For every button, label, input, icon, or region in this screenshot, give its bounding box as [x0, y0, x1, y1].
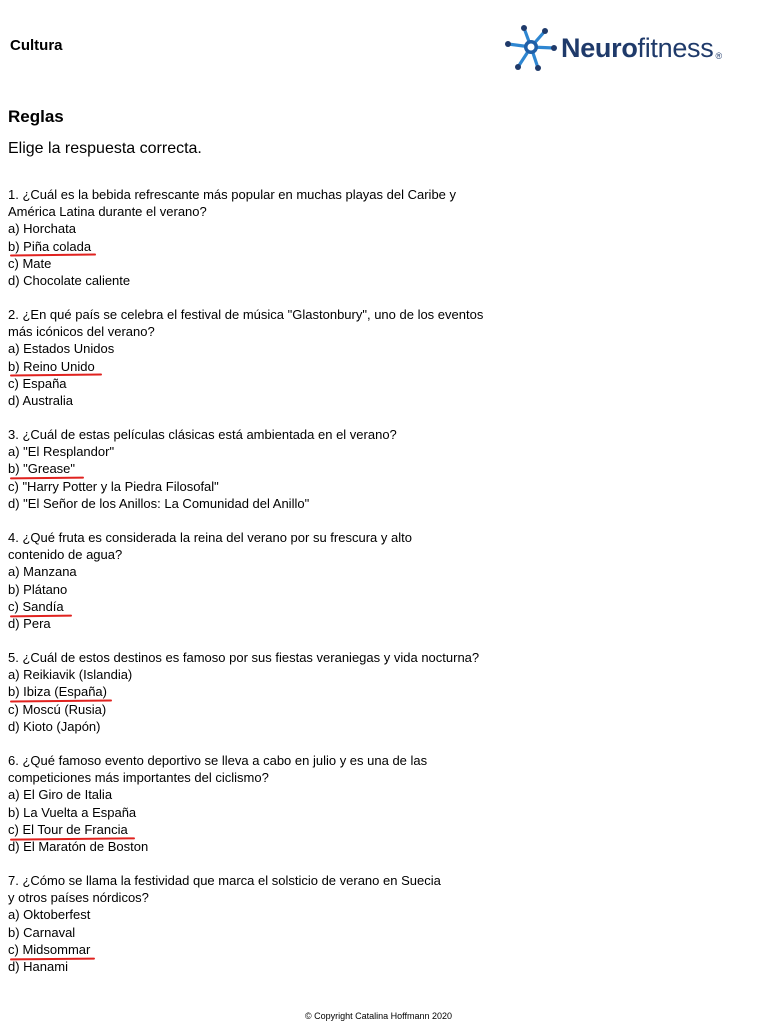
option-c: c) Moscú (Rusia) [8, 701, 107, 717]
option-b-marked: b) "Grease" [8, 460, 508, 477]
instruction-text: Elige la respuesta correcta. [8, 140, 202, 157]
option-d: d) Chocolate caliente [8, 273, 131, 289]
option-a: a) Horchata [8, 221, 76, 237]
question-text-line: y otros países nórdicos? [8, 890, 149, 906]
option-d: d) "El Señor de los Anillos: La Comunidad del Anillo" [8, 495, 310, 511]
option-c: c) España [8, 375, 67, 391]
option-c-marked: c) Sandía [8, 598, 508, 615]
question-text-line: América Latina durante el verano? [8, 204, 207, 220]
option-b: b) Carnaval [8, 924, 76, 940]
question-text-line: más icónicos del verano? [8, 324, 155, 340]
logo-wordmark: Neurofitness ® [561, 33, 722, 63]
question-text-line: competiciones más importantes del ciclismo? [8, 770, 269, 786]
copyright-footer: © Copyright Catalina Hoffmann 2020 [304, 1011, 453, 1021]
question-2 [8, 306, 508, 409]
question-text-line: 3. ¿Cuál de estas películas clásicas está ambientada en el verano? [8, 427, 397, 442]
option-a: a) Reikiavik (Islandia) [8, 667, 133, 683]
option-b-marked: b) Piña colada [8, 238, 508, 255]
option-a: a) Manzana [8, 564, 77, 580]
option-d: d) Australia [8, 393, 74, 409]
option-a: a) Estados Unidos [8, 341, 115, 357]
question-5 [8, 649, 508, 735]
question-6 [8, 752, 508, 855]
question-1 [8, 186, 508, 289]
option-a: a) Oktoberfest [8, 907, 91, 923]
option-c-marked: c) Midsommar [8, 941, 508, 958]
option-b-marked: b) Reino Unido [8, 358, 508, 375]
option-d: d) Hanami [8, 959, 68, 975]
rules-title: Reglas [8, 107, 64, 126]
option-d: d) Kioto (Japón) [8, 718, 101, 734]
question-text-line: 4. ¿Qué fruta es considerada la reina del verano por su frescura y alto [8, 530, 412, 545]
question-3 [8, 426, 508, 512]
option-d: d) Pera [8, 616, 51, 632]
category-label: Cultura [10, 37, 63, 54]
option-c-marked: c) El Tour de Francia [8, 821, 508, 838]
option-a: a) El Giro de Italia [8, 787, 113, 803]
question-text-line: contenido de agua? [8, 547, 123, 563]
option-c: c) "Harry Potter y la Piedra Filosofal" [8, 478, 219, 494]
option-d: d) El Maratón de Boston [8, 839, 149, 855]
neuron-icon [505, 24, 557, 72]
question-4 [8, 529, 508, 632]
option-a: a) "El Resplandor" [8, 444, 115, 460]
question-7 [8, 872, 508, 975]
question-text-line: 7. ¿Cómo se llama la festividad que marca el solsticio de verano en Suecia [8, 873, 441, 888]
question-text-line: 1. ¿Cuál es la bebida refrescante más popular en muchas playas del Caribe y [8, 187, 457, 202]
question-text-line: 5. ¿Cuál de estos destinos es famoso por sus fiestas veraniegas y vida nocturna? [8, 650, 480, 665]
question-text-line: 2. ¿En qué país se celebra el festival de música "Glastonbury", uno de los eventos [8, 307, 484, 322]
option-c: c) Mate [8, 255, 52, 271]
option-b-marked: b) Ibiza (España) [8, 683, 508, 700]
option-b: b) La Vuelta a España [8, 804, 137, 820]
option-b: b) Plátano [8, 581, 68, 597]
neurofitness-logo [505, 24, 745, 72]
question-text-line: 6. ¿Qué famoso evento deportivo se lleva a cabo en julio y es una de las [8, 753, 428, 768]
